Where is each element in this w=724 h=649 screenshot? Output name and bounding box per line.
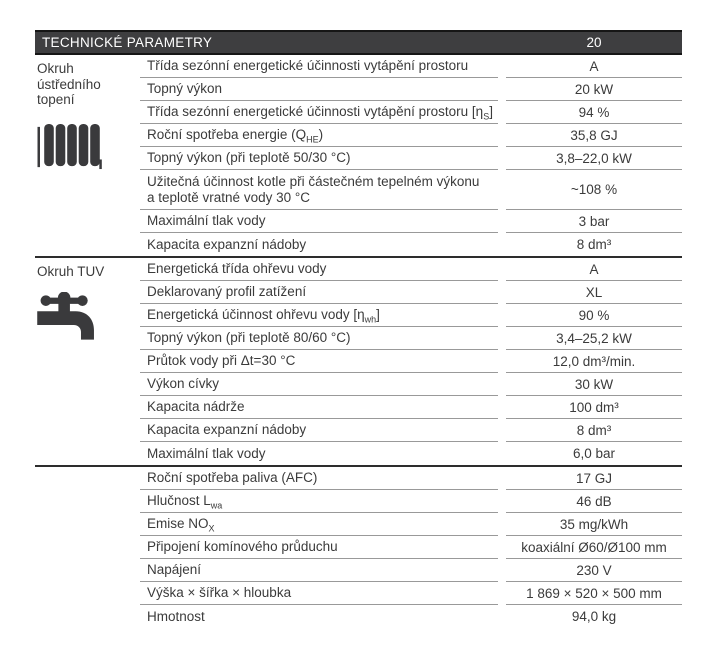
table-section [35,258,682,465]
param-label: Energetická účinnost ohřevu vody $[\eta_{wh}]$ [140,304,498,327]
table-row [140,281,682,304]
column-gap [498,396,506,419]
param-label: Kapacita expanzní nádoby [140,419,498,442]
column-gap [498,467,506,490]
table-row [140,55,682,78]
table-row [140,304,682,327]
param-label: Roční spotřeba paliva (AFC) [140,467,498,490]
spec-table [35,30,682,628]
table-section [35,55,682,256]
param-label: Maximální tlak vody [140,210,498,233]
column-gap [498,281,506,304]
param-label: Topný výkon [140,78,498,101]
table-row [140,147,682,170]
param-value: 8 dm³ [506,419,682,442]
table-row [140,373,682,396]
param-value: 12,0 dm³/min. [506,350,682,373]
table-row [140,210,682,233]
param-value: 3,4–25,2 kW [506,327,682,350]
radiator-icon [37,124,136,170]
param-value: ~108 % [506,170,682,210]
column-gap [498,210,506,233]
table-header [35,30,682,55]
param-value: 3,8–22,0 kW [506,147,682,170]
table-row [140,396,682,419]
param-label: Hlučnost $L_{wa}$ [140,490,498,513]
column-gap [498,350,506,373]
table-row [140,233,682,256]
table-row [140,605,682,628]
param-label: Energetická třída ohřevu vody [140,258,498,281]
param-label: Výkon cívky [140,373,498,396]
section-label [35,467,140,628]
table-row [140,559,682,582]
table-row [140,536,682,559]
section-rows [140,55,682,256]
param-label: Kapacita nádrže [140,396,498,419]
param-value: 100 dm³ [506,396,682,419]
param-label: Napájení [140,559,498,582]
table-row [140,101,682,124]
column-gap [498,55,506,78]
table-row [140,490,682,513]
param-value: 6,0 bar [572,446,616,461]
section-label-line: Okruh TUV [37,264,105,279]
table-row [140,327,682,350]
column-gap [498,536,506,559]
param-value: 3 bar [506,210,682,233]
param-value: 46 dB [506,490,682,513]
param-label: Třída sezónní energetické účinnosti vytápění prostoru [140,55,498,78]
section-label [35,258,140,465]
param-value: 94 % [506,101,682,124]
param-value: A [506,258,682,281]
param-label: Připojení komínového průduchu [140,536,498,559]
param-value: 90 % [506,304,682,327]
table-body [35,55,682,628]
column-gap [498,170,506,210]
param-value: 35,8 GJ [506,124,682,147]
param-value: 35 mg/kWh [506,513,682,536]
section-label-line: topení [37,92,75,107]
column-gap [498,327,506,350]
table-row [140,419,682,442]
column-gap [498,101,506,124]
param-label: Maximální tlak vody [147,445,266,461]
param-value: 30 kW [506,373,682,396]
section-label-line: ústředního [37,76,101,92]
table-row [140,78,682,101]
column-gap [498,233,506,256]
param-value: 1 869 × 520 × 500 mm [506,582,682,605]
param-value: A [506,55,682,78]
column-gap [498,582,506,605]
param-label: Roční spotřeba energie $(Q_{HE})$ [140,124,498,147]
column-gap [498,373,506,396]
table-row [140,442,682,465]
table-title: TECHNICKÉ PARAMETRY [42,35,213,50]
section-label-line: Okruh [37,61,74,76]
column-gap [498,442,506,465]
param-label: Deklarovaný profil zatížení [140,281,498,304]
faucet-icon [37,292,136,342]
section-label [35,55,140,256]
column-gap [498,490,506,513]
table-section [35,467,682,628]
param-value: 17 GJ [506,467,682,490]
column-gap [498,419,506,442]
column-gap [498,147,506,170]
column-gap [498,78,506,101]
param-value: 8 dm³ [576,237,612,252]
param-value: XL [506,281,682,304]
param-value: 20 kW [506,78,682,101]
table-row [140,170,682,210]
param-label: Třída sezónní energetické účinnosti vytápění prostoru $[\eta_S]$ [140,101,498,124]
model-number-badge: 20 [586,35,602,50]
column-gap [498,559,506,582]
param-value: 94,0 kg [571,609,617,624]
table-row [140,258,682,281]
param-value: 230 V [506,559,682,582]
section-rows [140,467,682,628]
param-label: Kapacita expanzní nádoby [147,236,307,252]
table-row [140,582,682,605]
column-gap [498,513,506,536]
param-label: Topný výkon (při teplotě 50/30 °C) [140,147,498,170]
section-rows [140,258,682,465]
column-gap [498,124,506,147]
table-row [140,124,682,147]
table-row [140,513,682,536]
column-gap [498,605,506,628]
param-label: Průtok vody při Δt=30 °C [140,350,498,373]
param-label: Hmotnost [147,608,205,624]
column-gap [498,258,506,281]
column-gap [498,304,506,327]
table-row [140,350,682,373]
param-value: koaxiální Ø60/Ø100 mm [506,536,682,559]
param-label: Topný výkon (při teplotě 80/60 °C) [140,327,498,350]
param-label: Výška × šířka × hloubka [140,582,498,605]
param-label: Emise $NO_X$ [140,513,498,536]
param-label: Užitečná účinnost kotle při částečném tepelném výkonu a teplotě vratné vody 30 °C [140,170,498,210]
table-row [140,467,682,490]
